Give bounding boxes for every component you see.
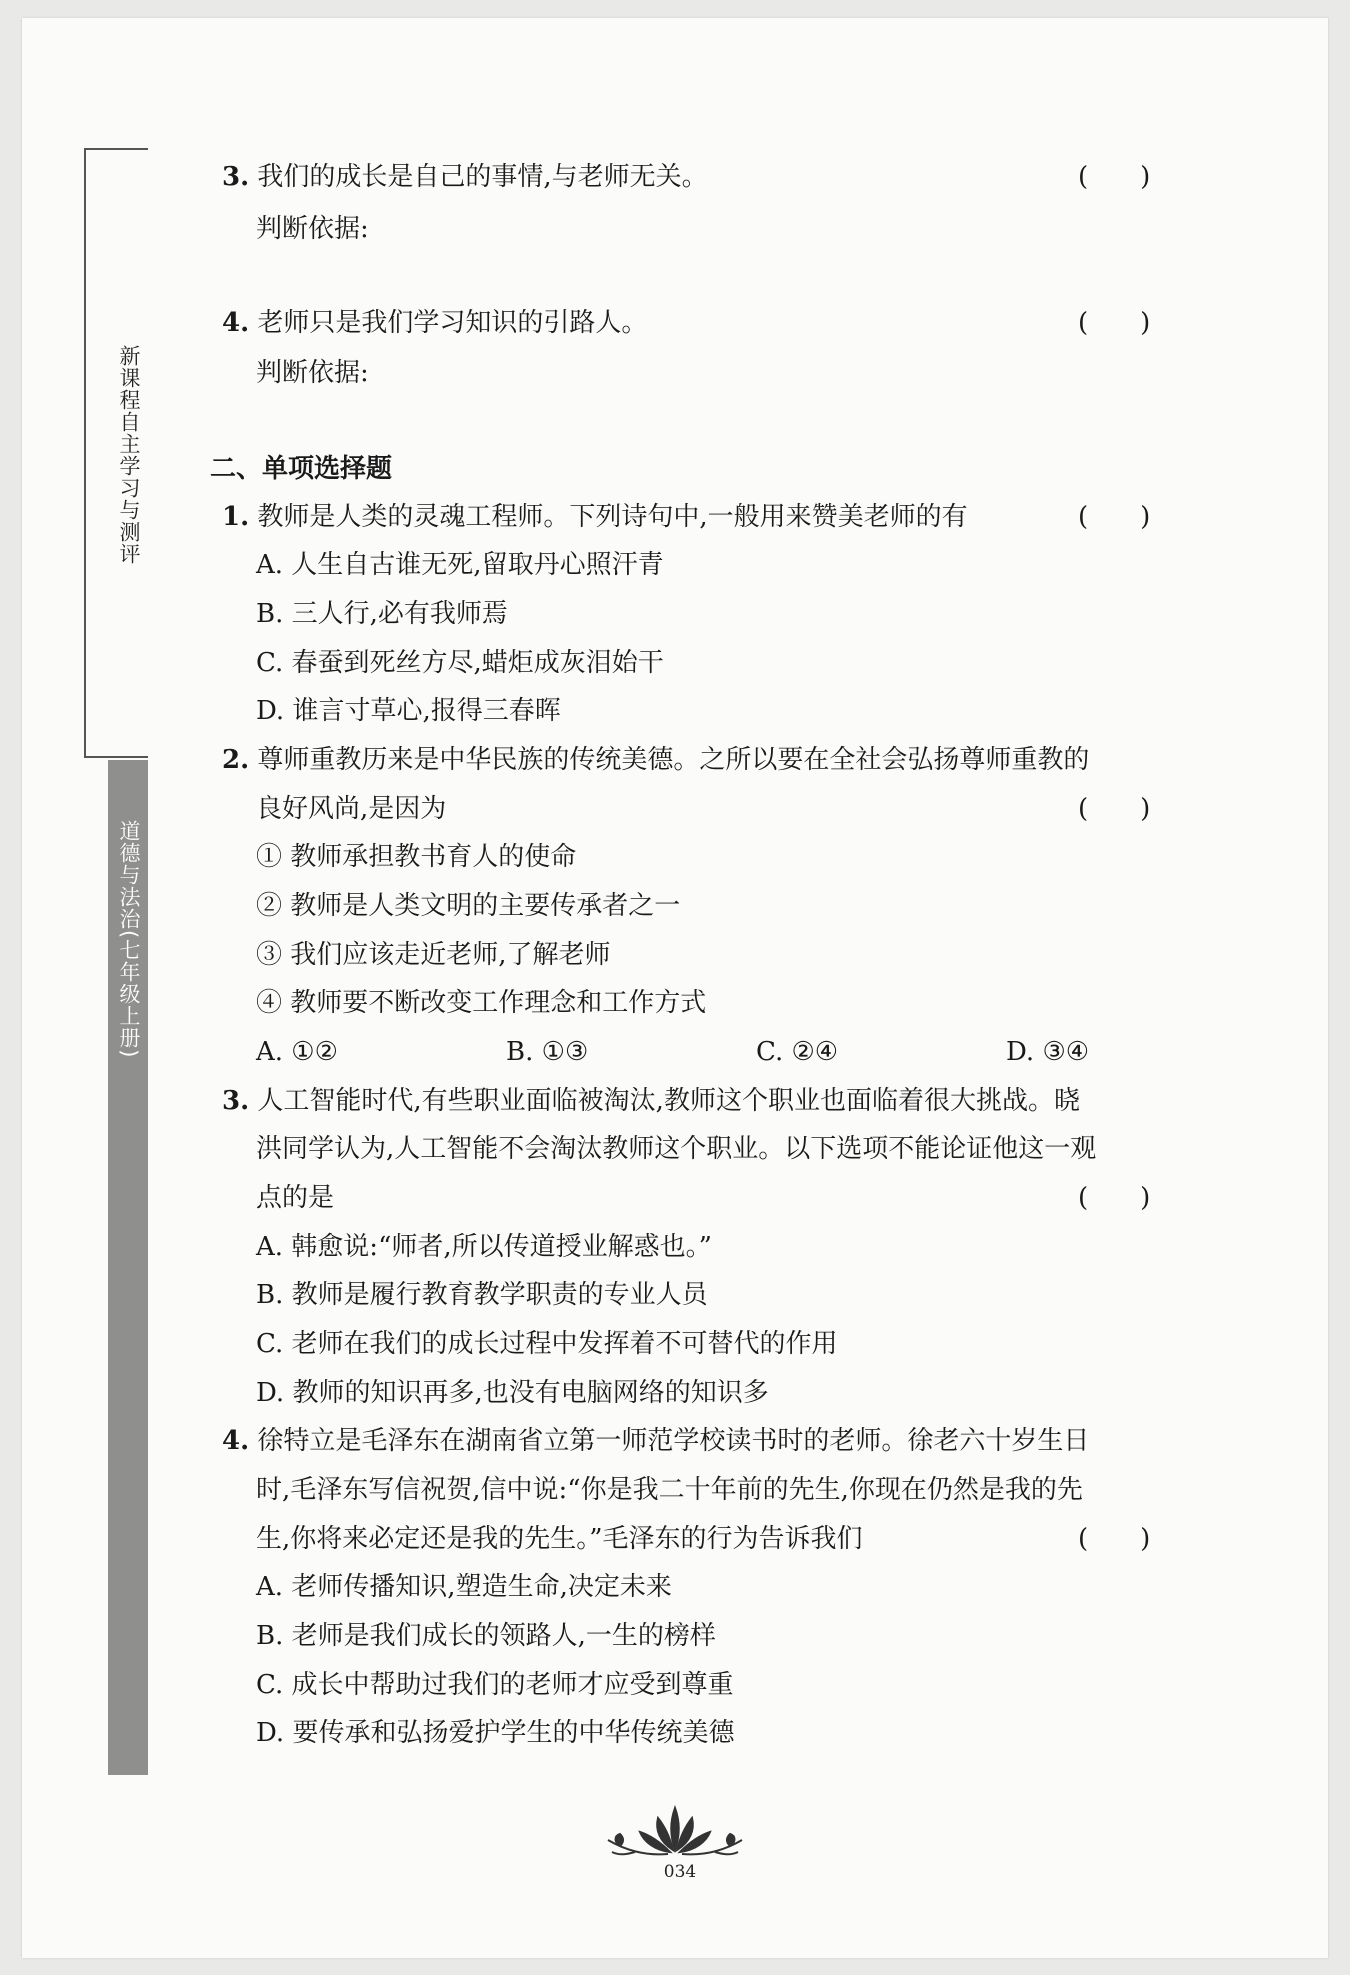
option: D. ③④ — [1006, 1037, 1090, 1067]
choice-question-2: 2. 尊师重教历来是中华民族的传统美德。之所以要在全社会弘扬尊师重教的 — [222, 745, 1090, 775]
choice-question-3: 3. 人工智能时代,有些职业面临被淘汰,教师这个职业也面临着很大挑战。晓 — [222, 1086, 1080, 1116]
option: D. 谁言寸草心,报得三春晖 — [256, 696, 561, 726]
option: A. 老师传播知识,塑造生命,决定未来 — [256, 1572, 672, 1602]
choice-question-4: 4. 徐特立是毛泽东在湖南省立第一师范学校读书时的老师。徐老六十岁生日 — [222, 1426, 1090, 1456]
option: C. ②④ — [756, 1037, 839, 1067]
answer-blank[interactable]: ( ) — [1078, 502, 1151, 532]
section-heading: 二、单项选择题 — [210, 454, 393, 484]
judgement-question-4: 4. 老师只是我们学习知识的引路人。 — [222, 308, 648, 338]
subject-title: 道德与法治(七年级上册) — [117, 820, 141, 1059]
judgement-basis-label: 判断依据: — [256, 214, 369, 244]
series-title: 新课程自主学习与测评 — [117, 345, 141, 565]
option: B. 教师是履行教育教学职责的专业人员 — [256, 1280, 708, 1310]
question-continuation: 洪同学认为,人工智能不会淘汰教师这个职业。以下选项不能论证他这一观 — [256, 1134, 1097, 1164]
question-continuation: 时,毛泽东写信祝贺,信中说:“你是我二十年前的先生,你现在仍然是我的先 — [256, 1475, 1083, 1505]
answer-blank[interactable]: ( ) — [1078, 162, 1151, 192]
option: D. 教师的知识再多,也没有电脑网络的知识多 — [256, 1378, 769, 1408]
floral-ornament-icon — [600, 1800, 750, 1860]
judgement-question-3: 3. 我们的成长是自己的事情,与老师无关。 — [222, 162, 708, 192]
answer-blank[interactable]: ( ) — [1078, 794, 1151, 824]
option: A. ①② — [256, 1037, 338, 1067]
option: A. 韩愈说:“师者,所以传道授业解惑也。” — [256, 1232, 712, 1262]
answer-blank[interactable]: ( ) — [1078, 308, 1151, 338]
statement: ① 教师承担教书育人的使命 — [256, 842, 577, 872]
option: C. 老师在我们的成长过程中发挥着不可替代的作用 — [256, 1329, 838, 1359]
statement: ② 教师是人类文明的主要传承者之一 — [256, 891, 681, 921]
question-continuation: 生,你将来必定还是我的先生。”毛泽东的行为告诉我们 — [256, 1524, 863, 1554]
option: B. ①③ — [506, 1037, 589, 1067]
statement: ③ 我们应该走近老师,了解老师 — [256, 940, 611, 970]
page-number: 034 — [663, 1862, 697, 1882]
answer-blank[interactable]: ( ) — [1078, 1524, 1151, 1554]
question-continuation: 点的是 — [256, 1183, 335, 1213]
option: D. 要传承和弘扬爱护学生的中华传统美德 — [256, 1718, 735, 1748]
question-continuation: 良好风尚,是因为 — [256, 794, 447, 824]
choice-question-1: 1. 教师是人类的灵魂工程师。下列诗句中,一般用来赞美老师的有 — [222, 502, 968, 532]
statement: ④ 教师要不断改变工作理念和工作方式 — [256, 988, 707, 1018]
option: C. 成长中帮助过我们的老师才应受到尊重 — [256, 1670, 734, 1700]
option: A. 人生自古谁无死,留取丹心照汗青 — [256, 550, 664, 580]
option: B. 老师是我们成长的领路人,一生的榜样 — [256, 1621, 716, 1651]
answer-blank[interactable]: ( ) — [1078, 1183, 1151, 1213]
option: B. 三人行,必有我师焉 — [256, 599, 508, 629]
judgement-basis-label: 判断依据: — [256, 358, 369, 388]
option: C. 春蚕到死丝方尽,蜡炬成灰泪始干 — [256, 648, 664, 678]
